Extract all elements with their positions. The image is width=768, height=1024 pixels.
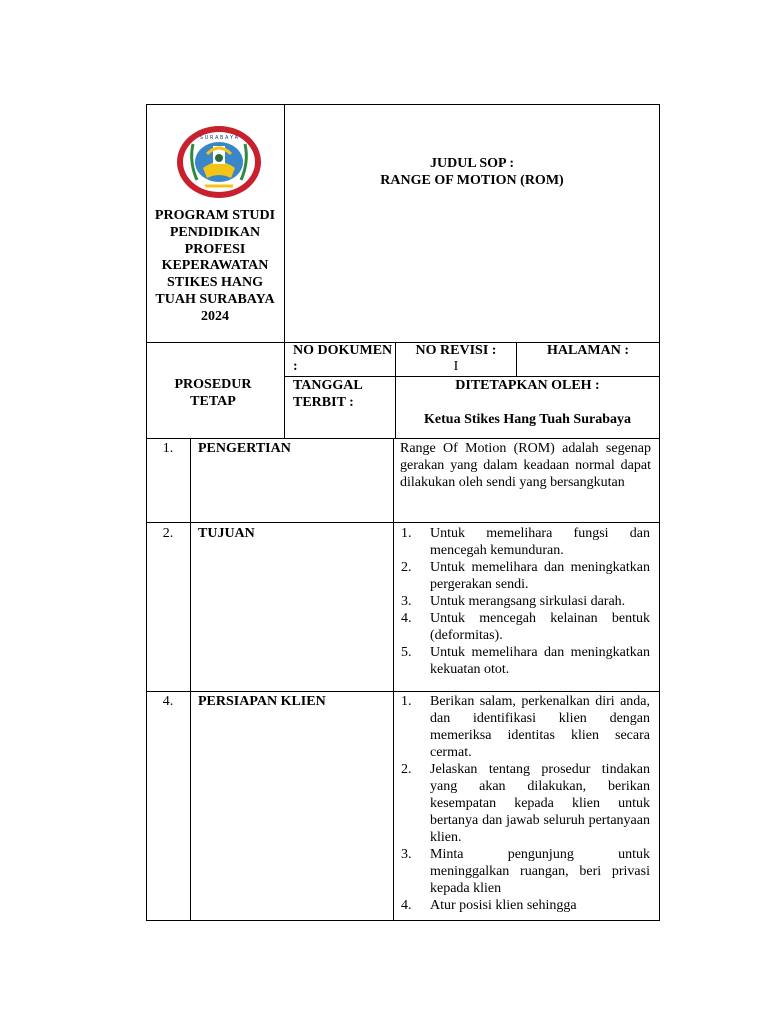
section-number: 2. xyxy=(162,526,174,541)
no-dokumen-label: NO DOKUMEN : xyxy=(293,343,393,374)
section-number: 4. xyxy=(162,694,174,709)
ditetapkan-label: DITETAPKAN OLEH : xyxy=(455,378,600,393)
list-item: 2. Untuk memelihara dan meningkatkan pergerakan sendi. xyxy=(401,560,650,592)
section-number: 1. xyxy=(162,441,174,456)
ditetapkan-value: Ketua Stikes Hang Tuah Surabaya xyxy=(424,412,631,427)
no-revisi-value: I xyxy=(453,359,459,374)
list-item: 4. Atur posisi klien sehingga xyxy=(401,898,577,913)
list-item: 5. Untuk memelihara dan meningkatkan kekuatan otot. xyxy=(401,645,650,677)
table-border-top xyxy=(146,104,660,105)
row-divider-3 xyxy=(146,438,660,439)
list-item: 1. Untuk memelihara fungsi dan mencegah kemunduran. xyxy=(401,526,650,558)
tujuan-list xyxy=(401,525,650,678)
list-item: 4. Untuk mencegah kelainan bentuk (deformitas). xyxy=(401,611,650,643)
sop-title-label: JUDUL SOP : xyxy=(429,156,514,171)
table-border-right xyxy=(659,104,660,921)
list-item: 3. Minta pengunjung untuk meninggalkan ruangan, beri privasi kepada klien xyxy=(401,847,650,896)
section-divider-2 xyxy=(146,691,660,692)
section-title: PENGERTIAN xyxy=(198,441,291,456)
tanggal-terbit-label: TANGGAL TERBIT : xyxy=(293,378,362,410)
section-text: Range Of Motion (ROM) adalah segenap gerakan yang dalam keadaan normal dapat dilakukan oleh sendi yang bersangkutan xyxy=(400,441,651,490)
section-title: PERSIAPAN KLIEN xyxy=(198,694,326,709)
section-title: TUJUAN xyxy=(198,526,255,541)
no-revisi-label: NO REVISI : xyxy=(415,343,497,358)
list-item: 1. Berikan salam, perkenalkan diri anda, dan identifikasi klien dengan memeriksa identitas klien secara cermat. xyxy=(401,694,650,760)
table-border-left xyxy=(146,104,147,921)
halaman-label: HALAMAN : xyxy=(546,343,630,358)
list-item: 2. Jelaskan tentang prosedur tindakan yang akan dilakukan, berikan kesempatan kepada klien untuk bertanya dan jawab seluruh pertanyaan klien. xyxy=(401,762,650,845)
prosedur-tetap-label: PROSEDUR TETAP xyxy=(174,377,252,409)
institution-name: PROGRAM STUDI PENDIDIKAN PROFESI KEPERAWATAN STIKES HANG TUAH SURABAYA 2024 xyxy=(154,208,276,324)
num-col-divider xyxy=(190,438,191,921)
sop-title: RANGE OF MOTION (ROM) xyxy=(380,173,564,188)
institution-logo xyxy=(175,124,263,200)
title-col-divider xyxy=(393,438,394,921)
section-divider-1 xyxy=(146,522,660,523)
logo-lettering: S U R A B A Y A xyxy=(199,135,239,141)
persiapan-list xyxy=(401,693,650,914)
list-item: 3. Untuk merangsang sirkulasi darah. xyxy=(401,594,626,609)
table-border-bottom xyxy=(146,920,660,921)
